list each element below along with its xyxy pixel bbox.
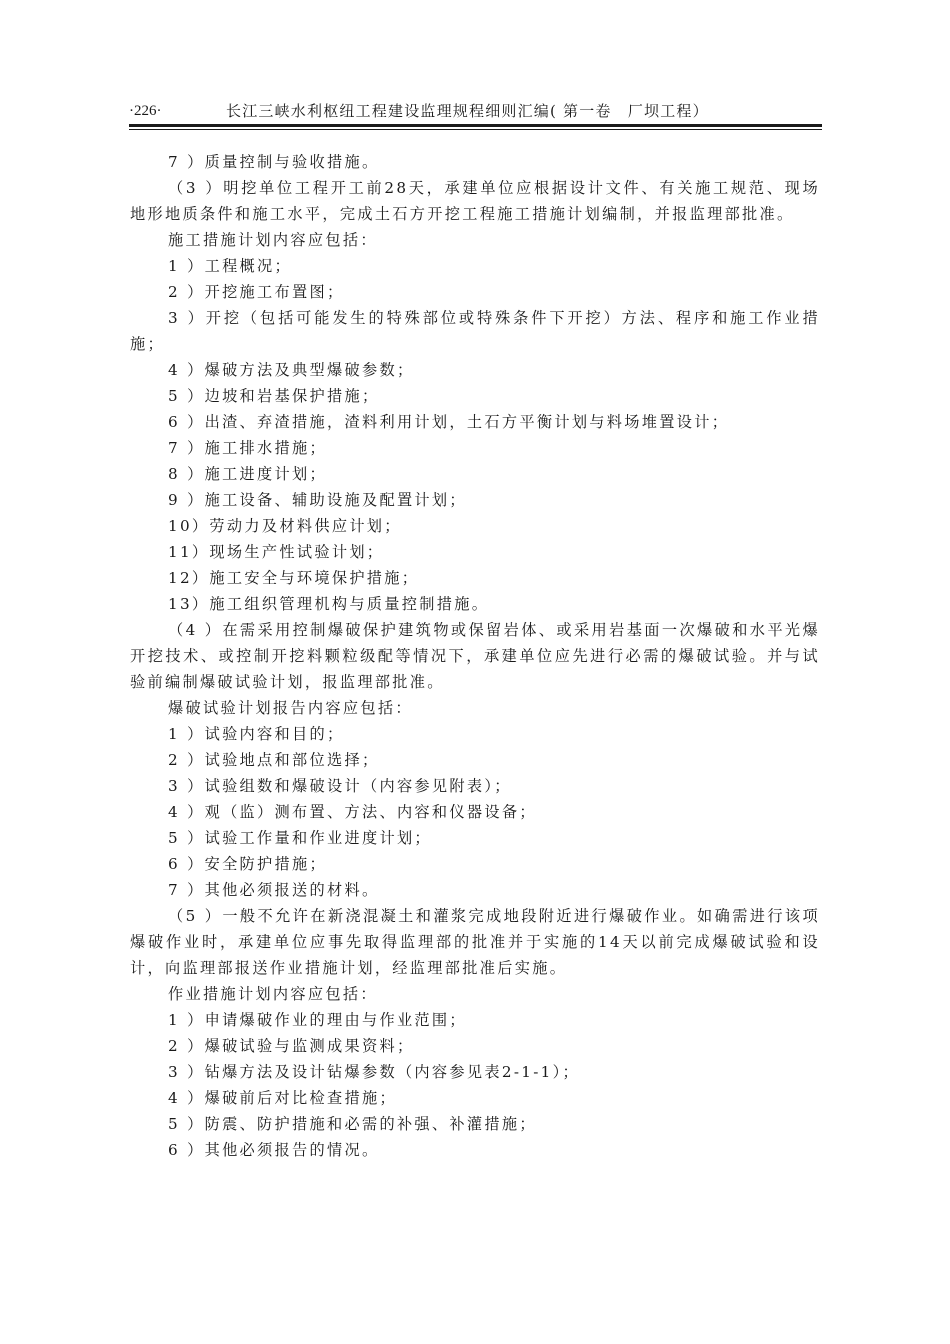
list-item: 8 ）施工进度计划； <box>168 465 327 483</box>
list-item: 6 ）出渣、弃渣措施，渣料利用计划，土石方平衡计划与料场堆置设计； <box>168 413 730 431</box>
list-item: 10）劳动力及材料供应计划； <box>168 517 402 535</box>
list-item: 6 ）安全防护措施； <box>168 855 327 873</box>
body-text <box>130 149 820 1163</box>
list-item: 3 ）开挖（包括可能发生的特殊部位或特殊条件下开挖）方法、程序和施工作业措施； <box>130 309 820 353</box>
running-title: 长江三峡水利枢纽工程建设监理规程细则汇编( 第一卷 厂坝工程） <box>226 102 709 120</box>
list-item: 7 ）施工排水措施； <box>168 439 327 457</box>
list-item: 5 ）边坡和岩基保护措施； <box>168 387 380 405</box>
clause-paragraph: （5 ）一般不允许在新浇混凝土和灌浆完成地段附近进行爆破作业。如确需进行该项爆破作业时，承建单位应事先取得监理部的批准并于实施的14天以前完成爆破试验和设计，向监理部报送作业措施计划，经监理部批准后实施。 <box>130 907 820 977</box>
clause-paragraph: （3 ）明挖单位工程开工前28天，承建单位应根据设计文件、有关施工规范、现场地形地质条件和施工水平，完成土石方开挖工程施工措施计划编制，并报监理部批准。 <box>130 179 820 223</box>
list-item: 2 ）试验地点和部位选择； <box>168 751 380 769</box>
list-item: 3 ）试验组数和爆破设计（内容参见附表）； <box>168 777 512 795</box>
list-heading: 施工措施计划内容应包括： <box>168 231 378 249</box>
list-item: 6 ）其他必须报告的情况。 <box>168 1141 380 1159</box>
list-item: 9 ）施工设备、辅助设施及配置计划； <box>168 491 467 509</box>
list-item: 2 ）开挖施工布置图； <box>168 283 345 301</box>
list-heading: 作业措施计划内容应包括： <box>168 985 378 1003</box>
list-item: 4 ）爆破方法及典型爆破参数； <box>168 361 415 379</box>
header-rule-thick <box>129 124 822 127</box>
list-item: 5 ）防震、防护措施和必需的补强、补灌措施； <box>168 1115 537 1133</box>
page-number: ·226· <box>129 103 162 119</box>
list-item: 12）施工安全与环境保护措施； <box>168 569 420 587</box>
list-item: 7 ）质量控制与验收措施。 <box>168 153 380 171</box>
list-item: 3 ）钻爆方法及设计钻爆参数（内容参见表2-1-1）； <box>168 1063 580 1081</box>
list-item: 7 ）其他必须报送的材料。 <box>168 881 380 899</box>
list-item: 4 ）观（监）测布置、方法、内容和仪器设备； <box>168 803 537 821</box>
list-item: 4 ）爆破前后对比检查措施； <box>168 1089 397 1107</box>
list-item: 2 ）爆破试验与监测成果资料； <box>168 1037 415 1055</box>
list-item: 1 ）工程概况； <box>168 257 293 275</box>
list-item: 1 ）申请爆破作业的理由与作业范围； <box>168 1011 467 1029</box>
list-heading: 爆破试验计划报告内容应包括： <box>168 699 413 717</box>
clause-paragraph: （4 ）在需采用控制爆破保护建筑物或保留岩体、或采用岩基面一次爆破和水平光爆开挖技术、或控制开挖料颗粒级配等情况下，承建单位应先进行必需的爆破试验。并与试验前编制爆破试验计划，报监理部批准。 <box>130 621 820 691</box>
page-header <box>129 100 822 122</box>
list-item: 13）施工组织管理机构与质量控制措施。 <box>168 595 490 613</box>
list-item: 5 ）试验工作量和作业进度计划； <box>168 829 432 847</box>
header-rule-thin <box>129 129 822 130</box>
list-item: 11）现场生产性试验计划； <box>168 543 385 561</box>
list-item: 1 ）试验内容和目的； <box>168 725 345 743</box>
